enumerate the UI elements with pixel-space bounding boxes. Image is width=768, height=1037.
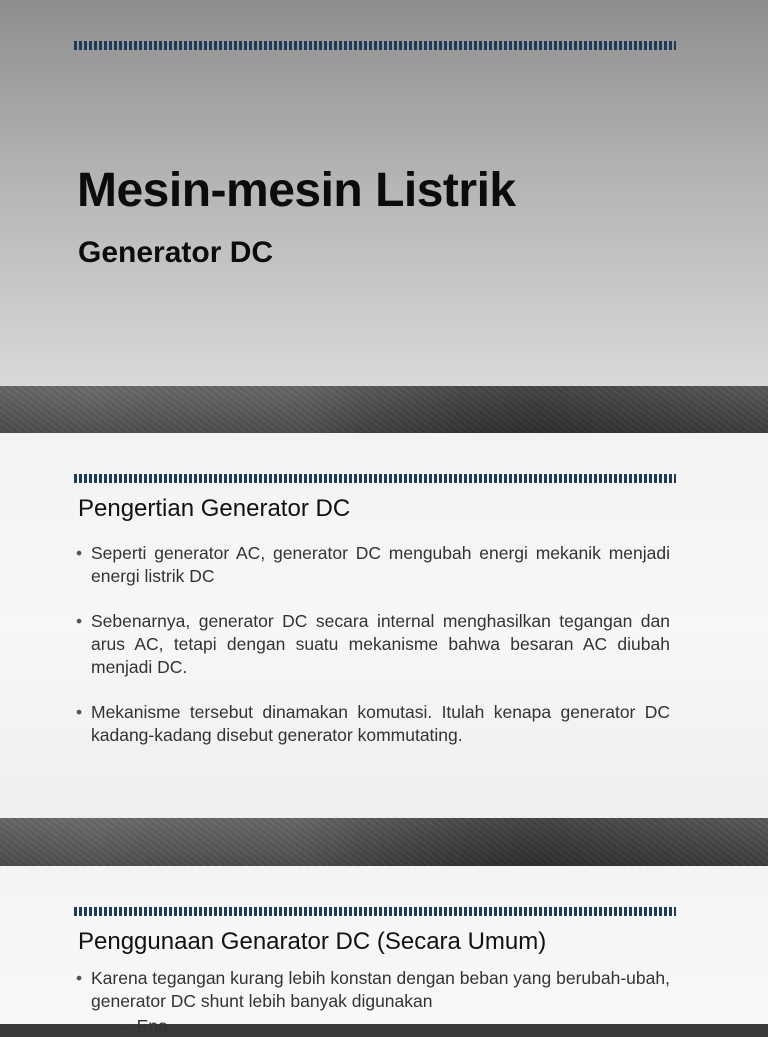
slide-accent-bar bbox=[74, 907, 676, 916]
bullet-item: • Mekanisme tersebut dinamakan komutasi. Itulah kenapa generator DC kadang-kadang disebut generator kommutating. bbox=[76, 701, 670, 747]
slide-accent-bar bbox=[74, 474, 676, 483]
slide-separator-1 bbox=[0, 386, 768, 433]
slide-title[interactable] bbox=[0, 0, 768, 386]
sub-bullet-text: Ena bbox=[136, 1016, 168, 1036]
slide-subtitle: Generator DC bbox=[78, 236, 274, 269]
bullet-list bbox=[76, 542, 670, 769]
bullet-item: • Sebenarnya, generator DC secara internal menghasilkan tegangan dan arus AC, tetapi dengan suatu mekanisme bahwa besaran AC diubah menjadi DC. bbox=[76, 610, 670, 679]
slide-separator-2 bbox=[0, 818, 768, 866]
sub-bullet-partial: – Ena bbox=[122, 1016, 168, 1036]
slide-penggunaan[interactable] bbox=[0, 866, 768, 1036]
slide-title-heading: Mesin-mesin Listrik bbox=[77, 164, 516, 217]
slide-heading: Pengertian Generator DC bbox=[78, 495, 351, 522]
slide-pengertian[interactable] bbox=[0, 433, 768, 818]
bullet-item: • Seperti generator AC, generator DC mengubah energi mekanik menjadi energi listrik DC bbox=[76, 542, 670, 588]
slide-heading: Penggunaan Genarator DC (Secara Umum) bbox=[78, 928, 547, 955]
bullet-list bbox=[76, 967, 670, 1013]
bullet-item: • Karena tegangan kurang lebih konstan dengan beban yang berubah-ubah, generator DC shunt lebih banyak digunakan bbox=[76, 967, 670, 1013]
slide-accent-bar bbox=[74, 41, 676, 50]
